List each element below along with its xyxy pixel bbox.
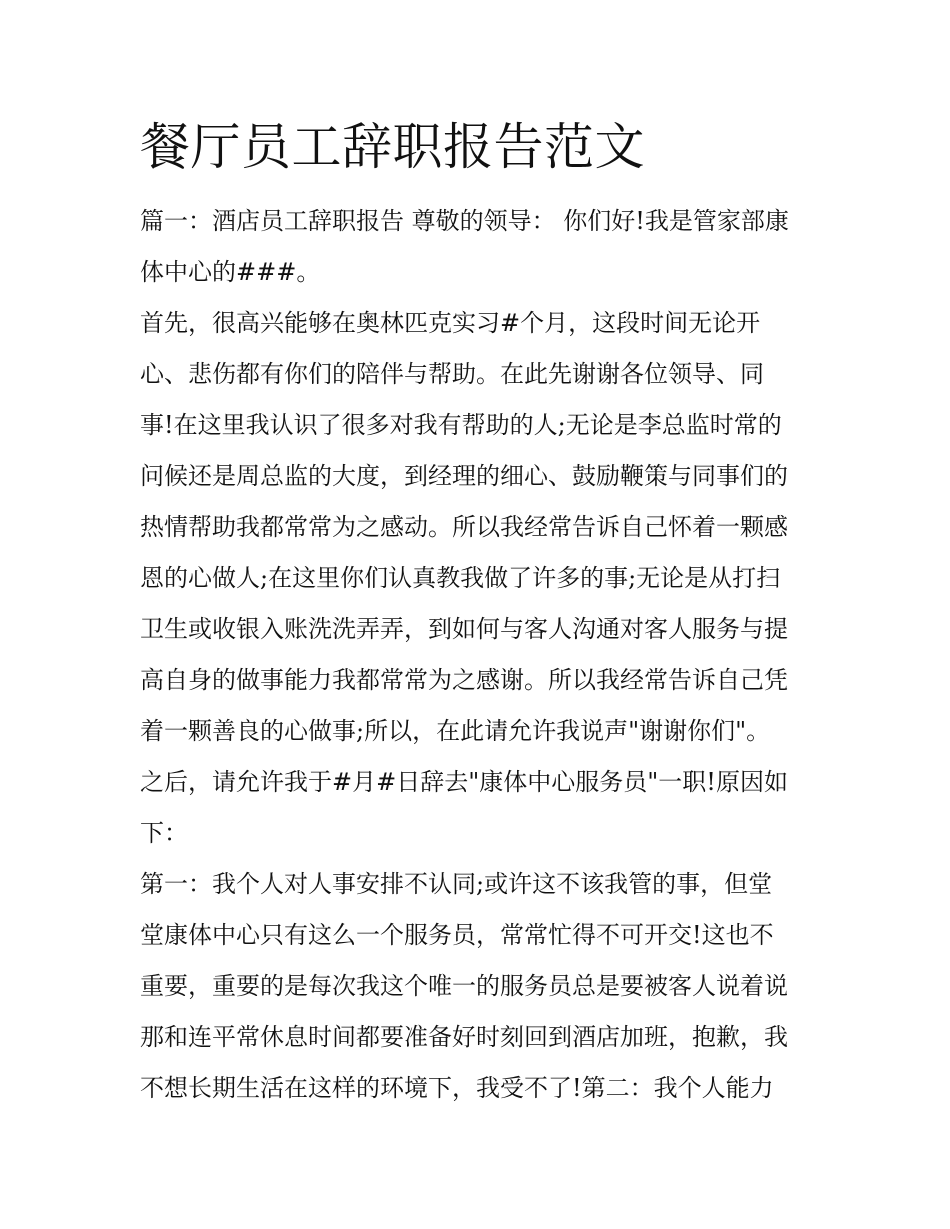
body-line: 恩的心做人;在这里你们认真教我做了许多的事;无论是从打扫 (140, 564, 781, 592)
document-body (140, 196, 820, 1114)
body-line: 堂康体中心只有这么一个服务员，常常忙得不可开交!这也不 (140, 921, 774, 949)
body-line: 热情帮助我都常常为之感动。所以我经常告诉自己怀着一颗感 (140, 513, 788, 541)
body-line: 事!在这里我认识了很多对我有帮助的人;无论是李总监时常的 (140, 411, 782, 439)
body-line: 问候还是周总监的大度，到经理的细心、鼓励鞭策与同事们的 (140, 462, 788, 490)
document-title: 餐厅员工辞职报告范文 (140, 118, 645, 176)
body-line: 卫生或收银入账洗洗弄弄，到如何与客人沟通对客人服务与提 (140, 615, 788, 643)
body-line: 下： (140, 819, 188, 847)
body-line: 不想长期生活在这样的环境下，我受不了!第二：我个人能力 (140, 1074, 774, 1102)
body-line: 心、悲伤都有你们的陪伴与帮助。在此先谢谢各位领导、同 (140, 360, 764, 388)
body-line: 第一：我个人对人事安排不认同;或许这不该我管的事，但堂 (140, 870, 773, 898)
body-line: 那和连平常休息时间都要准备好时刻回到酒店加班，抱歉，我 (140, 1023, 788, 1051)
body-line: 篇一：酒店员工辞职报告 尊敬的领导： 你们好!我是管家部康 (140, 207, 789, 235)
body-line: 着一颗善良的心做事;所以，在此请允许我说声"谢谢你们"。 (140, 717, 771, 745)
body-line: 体中心的###。 (140, 258, 321, 286)
body-line: 之后，请允许我于#月#日辞去"康体中心服务员"一职!原因如 (140, 768, 788, 796)
body-line: 高自身的做事能力我都常常为之感谢。所以我经常告诉自己凭 (140, 666, 788, 694)
body-line: 重要，重要的是每次我这个唯一的服务员总是要被客人说着说 (140, 972, 788, 1000)
body-line: 首先，很高兴能够在奥林匹克实习#个月，这段时间无论开 (140, 309, 761, 337)
